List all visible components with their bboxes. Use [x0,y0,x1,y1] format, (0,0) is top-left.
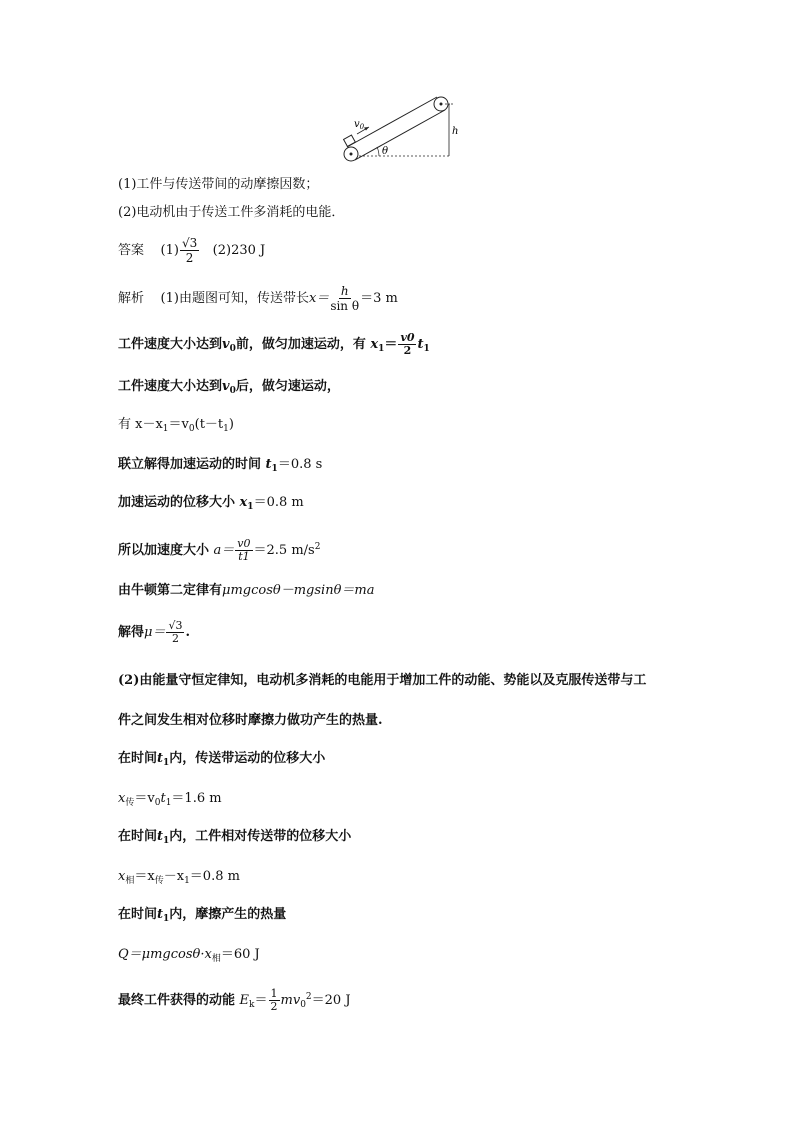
answer-line [118,236,265,265]
belt-length-eq: x＝ [308,291,330,306]
heat-line: 在时间$t_1$内，摩擦产生的热量 [118,907,287,924]
uniform-line: 工件速度大小达到$v_0$后，做匀速运动， [118,379,340,396]
belt-frac-den: sin θ [330,299,360,313]
ek-line: 最终工件获得的动能 $E_k=$ $\frac{1}{2}$ $mv_0^2=20$ J [118,987,351,1013]
solution-text: (1)由题图可知，传送带长 [160,291,309,306]
x-chuan-line: $x_传=v_0t_1=1.6$ m [118,791,222,808]
belt-length-val: ＝3 m [360,291,398,306]
solution-label: 解析 [118,291,145,306]
top-pulley-center [440,103,443,106]
label-h: h [452,126,459,137]
displacement-line: 加速运动的位移大小 $x_1=0.8$ m [118,495,304,512]
newton-line: 由牛顿第二定律有μmgcosθ－mgsinθ＝ma [118,583,375,598]
conveyor-diagram [335,92,465,167]
label-theta: θ [382,146,389,157]
relative-line: 在时间$t_1$内，工件相对传送带的位移大小 [118,829,352,846]
time-line: 联立解得加速运动的时间 $t_1=0.8$ s [118,457,323,474]
answer-num: √3 [181,236,198,250]
angle-arc [377,147,379,156]
mu-line: 解得μ＝ $\frac{√3}{2}$ . [118,619,191,645]
workpiece-block [344,135,356,146]
question-2: (2)电动机由于传送工件多消耗的电能． [118,205,345,220]
solution-1 [118,284,398,313]
velocity-arrowhead [364,127,369,131]
answer-part2: (2)230 J [212,243,266,258]
energy-line-1: (2)由能量守恒定律知，电动机多消耗的电能用于增加工件的动能、势能以及克服传送带与工 [118,673,647,688]
bottom-pulley-center [350,153,353,156]
eq1-line: 有 $x-x_1=v_0(t-t_1)$ [118,417,234,434]
answer-label: 答案 [118,243,145,258]
belt-frac-num: h [340,284,349,298]
label-v0: $v_0$ [354,119,365,131]
question-1: (1)工件与传送带间的动摩擦因数； [118,177,319,192]
energy-line-2: 件之间发生相对位移时摩擦力做功产生的热量. [118,713,383,728]
x-xiang-line: $x_相=x_传-x_1=0.8$ m [118,869,240,886]
belt-time-line: 在时间$t_1$内，传送带运动的位移大小 [118,751,326,768]
answer-den: 2 [185,251,194,265]
acceleration-line: 所以加速度大小 a＝ $\frac{v0}{t1}$ ＝2.5 $m/s^2$ [118,537,321,563]
answer-fraction [180,236,199,265]
q-line: $Q=\mu mgcos\theta\cdot x_相=60$ J [118,947,260,964]
answer-part1: (1) [160,243,179,258]
accel-line: 工件速度大小达到$v_0$前，做匀加速运动，有 $x_1=$ $\frac{v0}{2}$ $t_1$ [118,331,430,357]
